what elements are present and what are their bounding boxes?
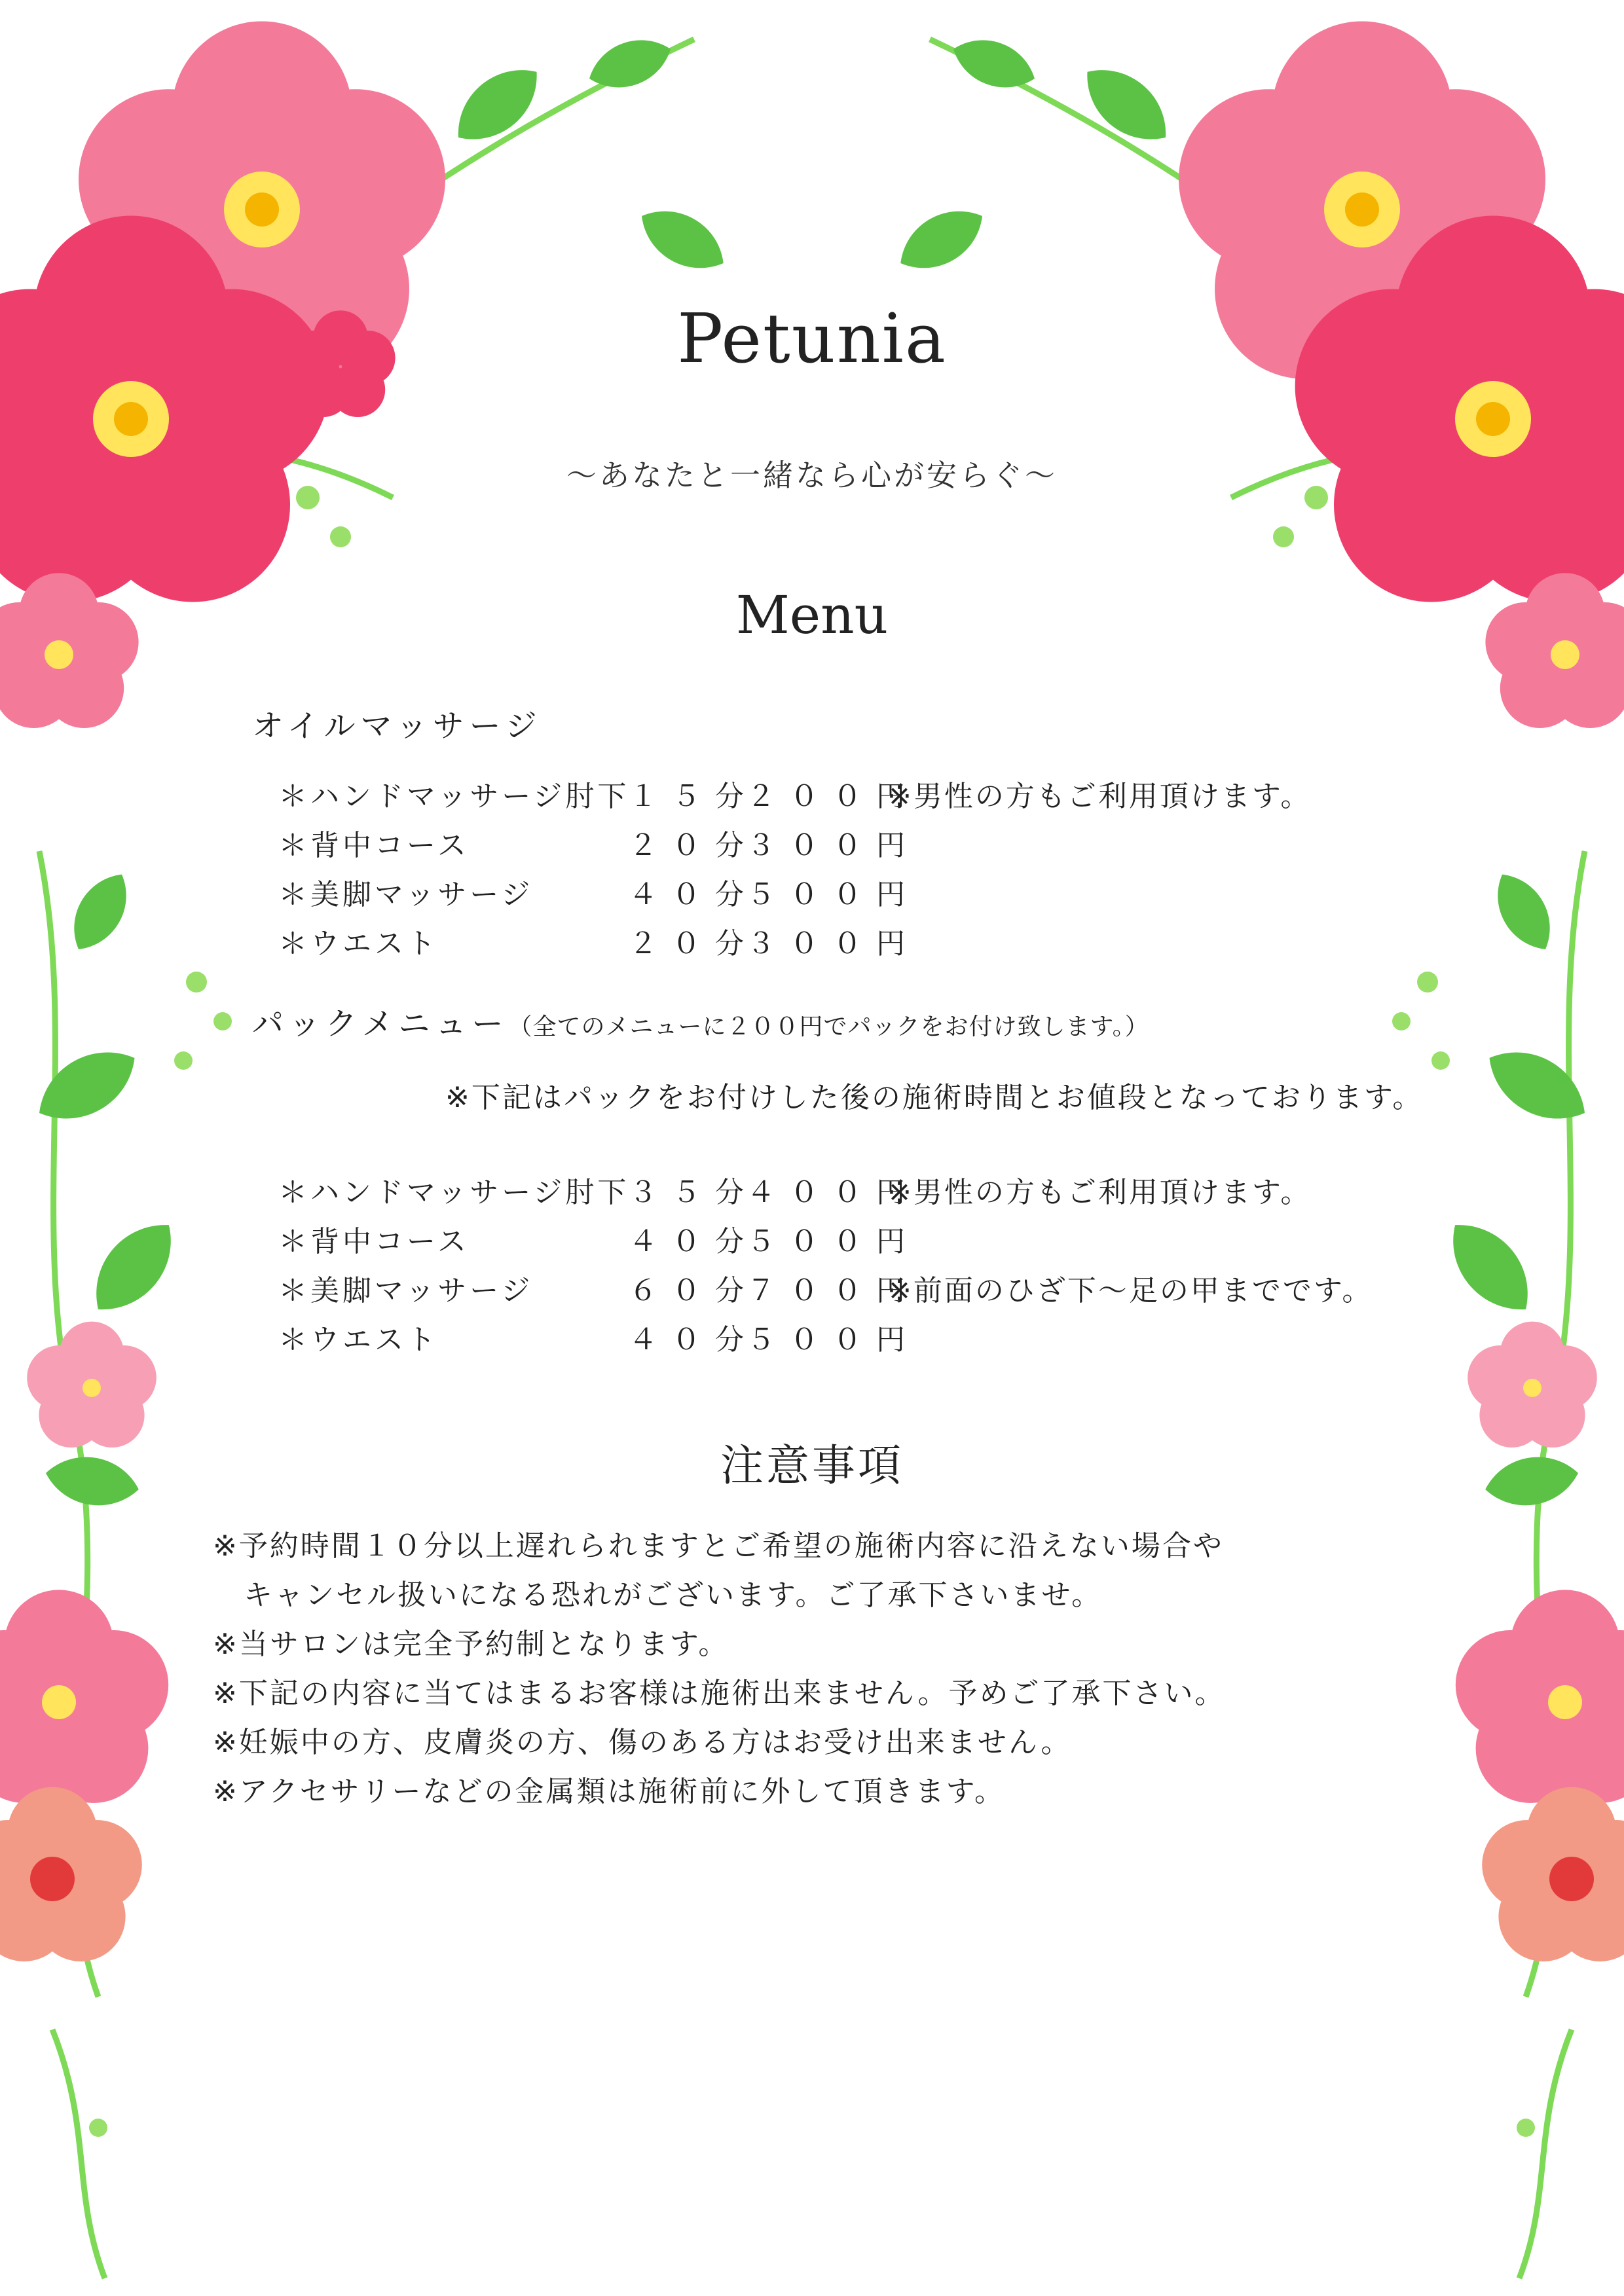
item-name: ＊ハンドマッサージ肘下 bbox=[278, 780, 630, 813]
item-name: ＊ウエスト bbox=[278, 927, 439, 960]
item-name: ＊美脚マッサージ bbox=[278, 1274, 534, 1307]
item-price: ７００円 bbox=[747, 1274, 919, 1307]
item-time: ２０分 bbox=[629, 927, 758, 960]
item-name: ＊ウエスト bbox=[278, 1323, 439, 1357]
note-line: ※アクセサリーなどの金属類は施術前に外して頂きます。 bbox=[213, 1775, 1006, 1808]
item-note: ※男性の方もご利用頂けます。 bbox=[887, 780, 1312, 813]
salon-title: Petunia bbox=[677, 299, 947, 378]
item-price: ５００円 bbox=[747, 878, 919, 911]
note-line: ※妊娠中の方、皮膚炎の方、傷のある方はお受け出来ません。 bbox=[213, 1726, 1072, 1759]
item-name: ＊美脚マッサージ bbox=[278, 878, 534, 911]
note-line: ※当サロンは完全予約制となります。 bbox=[213, 1628, 729, 1661]
item-price: ５００円 bbox=[747, 1225, 919, 1258]
item-note: ※前面のひざ下～足の甲までです。 bbox=[887, 1274, 1373, 1307]
item-name: ＊ハンドマッサージ肘下 bbox=[278, 1176, 630, 1209]
menu-heading: Menu bbox=[735, 585, 889, 646]
pack-menu-heading bbox=[252, 998, 1149, 1044]
pack-menu-sub-note: ※下記はパックをお付けした後の施術時間とお値段となっております。 bbox=[445, 1081, 1424, 1114]
item-price: ５００円 bbox=[747, 1323, 919, 1357]
pack-menu-heading-note: （全てのメニューに２００円でパックをお付け致します。） bbox=[508, 1013, 1149, 1040]
note-line: ※予約時間１０分以上遅れられますとご希望の施術内容に沿えない場合や bbox=[213, 1529, 1224, 1563]
item-price: ３００円 bbox=[747, 927, 919, 960]
item-price: ２００円 bbox=[747, 780, 919, 813]
item-time: ６０分 bbox=[629, 1274, 758, 1307]
pack-menu-title: パックメニュー bbox=[252, 1006, 509, 1042]
item-time: ３５分 bbox=[629, 1176, 758, 1209]
item-name: ＊背中コース bbox=[278, 829, 470, 862]
note-line: キャンセル扱いになる恐れがございます。ご了承下さいませ。 bbox=[213, 1578, 1103, 1612]
salon-tagline: ～あなたと一緒なら心が安らぐ～ bbox=[566, 458, 1058, 493]
note-line: ※下記の内容に当てはまるお客様は施術出来ません。予めご了承下さい。 bbox=[213, 1677, 1226, 1710]
oil-massage-heading: オイルマッサージ bbox=[252, 708, 542, 744]
item-time: ４０分 bbox=[629, 1323, 758, 1357]
item-price: ４００円 bbox=[747, 1176, 919, 1209]
item-name: ＊背中コース bbox=[278, 1225, 470, 1258]
item-time: ４０分 bbox=[629, 878, 758, 911]
item-time: １５分 bbox=[629, 780, 758, 813]
item-note: ※男性の方もご利用頂けます。 bbox=[887, 1176, 1312, 1209]
item-time: ２０分 bbox=[629, 829, 758, 862]
notes-heading: 注意事項 bbox=[720, 1440, 904, 1491]
item-price: ３００円 bbox=[747, 829, 919, 862]
item-time: ４０分 bbox=[629, 1225, 758, 1258]
